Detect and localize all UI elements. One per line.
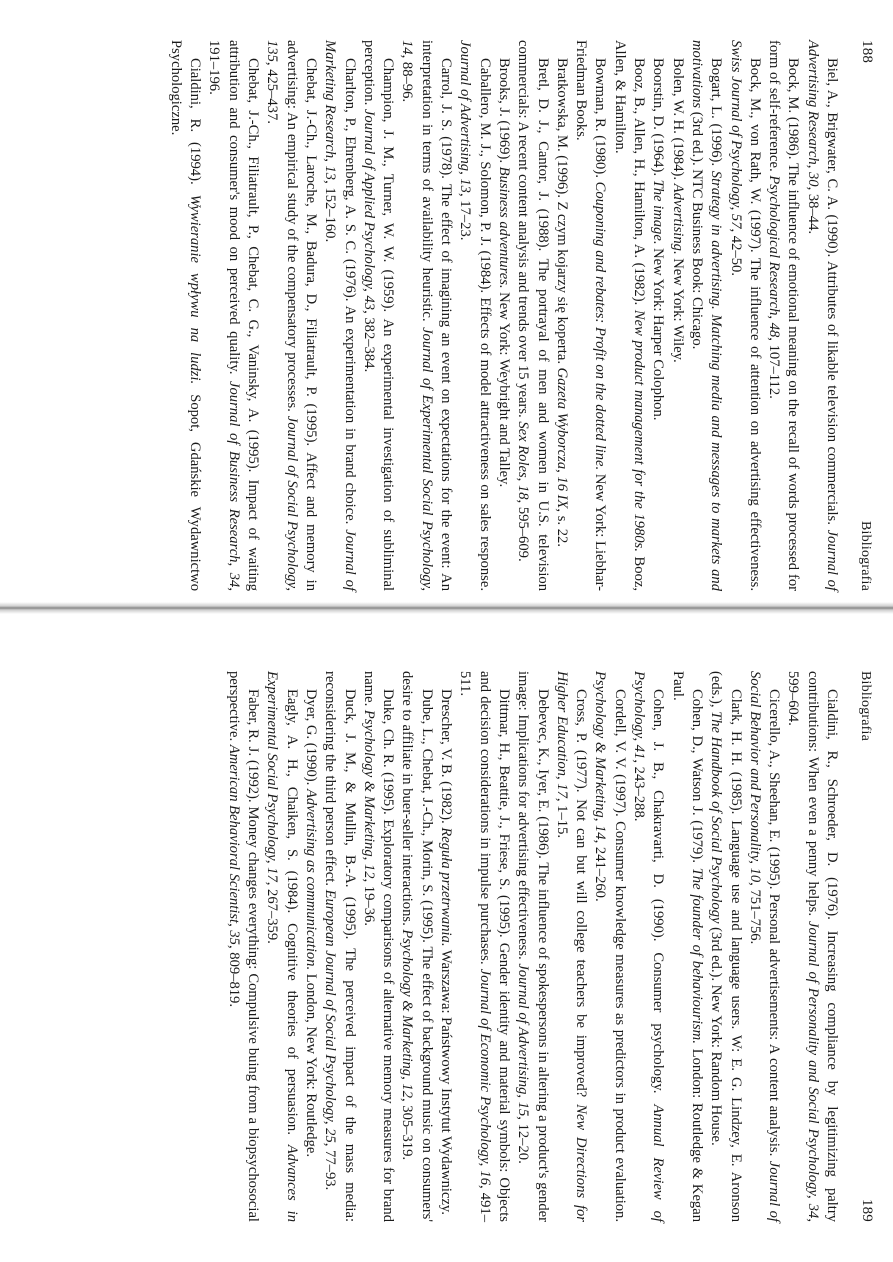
reference-text: Warszawa: Państwowy Instytut Wydawniczy. xyxy=(438,946,455,1215)
reference-text: Dyer, G. (1990). xyxy=(302,689,319,789)
reference-text: New York: Liebhar-Friedman Books. xyxy=(573,40,609,591)
reference-entry xyxy=(667,40,686,591)
reference-text: Dittmar, H., Beattie, J., Friese, S. (1995). Gender identity and material symbols: Objects and decision considerations in impulse purchases. xyxy=(476,671,512,1222)
reference-entry xyxy=(590,671,629,1222)
reference-text: Champion, J. M., Turner, W. W. (1959). An experimental investigation of subliminal perception. xyxy=(360,40,397,591)
left-page-header xyxy=(851,0,875,631)
reference-list xyxy=(224,671,842,1222)
reference-entry xyxy=(725,40,764,591)
reference-source: Journal of Personality and Social Psychology, 34, xyxy=(804,921,821,1222)
reference-entry xyxy=(783,671,841,1222)
reference-source: Business adventures. xyxy=(495,166,512,289)
reference-text: Sopot, Gdańskie Wydawnictwo Psychologiczne. xyxy=(167,40,204,591)
reference-source: Advertising as communication. xyxy=(302,788,319,971)
reference-entry xyxy=(802,40,841,591)
reference-entry xyxy=(436,671,455,1222)
reference-entry xyxy=(166,40,205,591)
reference-entry xyxy=(397,671,436,1222)
reference-text: Duck, J. M., & Mullin, B.-A. (1995). The perceived impact of the mass media: reconsidering the third person effect. xyxy=(322,671,358,1222)
page-number: 189 xyxy=(859,1198,875,1222)
reference-text: 241–260. xyxy=(592,843,609,902)
reference-entry xyxy=(224,671,263,1222)
reference-source: Strategy in advertising. Matching media and messages to markets and motivations xyxy=(688,40,725,591)
reference-source: Journal of Advertising, 13, xyxy=(457,40,474,197)
reference-entry xyxy=(764,40,803,591)
page-number: 188 xyxy=(859,40,875,64)
reference-source: New product management for the 1980s. xyxy=(631,309,648,552)
reference-text: Chebat, J.-Ch., Laroche, M., Badura, D., Filiatrault, P. (1995). Affect and memory in advertising: An empirical study of the compensatory processes. xyxy=(283,40,319,591)
reference-text: Bolen, W. H. (1984). xyxy=(669,58,686,184)
reference-entry xyxy=(262,671,301,1222)
reference-source: The founder of behaviourism. xyxy=(688,867,705,1044)
reference-entry xyxy=(204,40,262,591)
reference-text: Cicerello, A., Sheehan, E. (1995). Personal advertisements: A content analysis. xyxy=(766,689,783,1161)
reference-text: Duke, Ch. R. (1995). Exploratory comparisons of alternative memory measures for brand name. xyxy=(360,671,397,1222)
reference-text: New York: Weybright and Talley. xyxy=(495,288,512,488)
reference-text: s. 22. xyxy=(553,512,570,547)
reference-text: Debevec, K., Iyer, E. (1986). The influence of spokespersons in altering a product's gender image: Implications for advertising effectiveness. xyxy=(515,671,551,1222)
reference-source: Journal of Marketing Research, 13, xyxy=(322,40,358,591)
reference-entry xyxy=(513,40,552,591)
reference-text: Cordell, V. V. (1997). Consumer knowledge measures as predictors in product evaluation. xyxy=(611,689,628,1222)
reference-text: 38–44. xyxy=(804,190,821,235)
reference-text: Bratkowska, M. (1996). Z czym kojarzy się koperta. xyxy=(553,58,570,368)
reference-source: Couponing and rebates: Profit on the dotted line. xyxy=(592,181,609,471)
reference-source: Psychology & Marketing, 14, xyxy=(592,671,609,844)
reference-entry xyxy=(571,40,610,591)
reference-text: Cross, P. (1977). Not can but will college teachers be improved? xyxy=(573,689,590,1105)
reference-text: Eagly, A. H., Chaiken, S. (1984). Cognitive theories of persuasion. xyxy=(283,689,300,1145)
reference-entry xyxy=(629,671,668,1222)
reference-entry xyxy=(359,40,398,591)
reference-source: Journal of Applied Psychology, 43, xyxy=(360,108,377,314)
reference-text: 751–756. xyxy=(746,885,763,945)
reference-text: Cialdini, R. (1994). xyxy=(187,58,204,195)
reference-text: 77–93. xyxy=(322,1146,339,1191)
reference-text: 152–160. xyxy=(322,183,339,243)
reference-text: 382–384. xyxy=(360,313,377,373)
reference-entry xyxy=(320,40,359,591)
reference-text: New York: Wiley. xyxy=(669,254,686,363)
reference-text: Charlton, P., Ehrenberg, A. S. C. (1976). An experimentation in brand choice. xyxy=(341,58,358,530)
reference-text: 305–319. xyxy=(399,1101,416,1161)
reference-source: Journal of Social Behavior and Personality, 10, xyxy=(746,671,783,1222)
reference-text: Boorstin, D. (1964). xyxy=(650,58,667,180)
right-page-header xyxy=(851,631,875,1262)
reference-entry xyxy=(745,671,784,1222)
reference-entry xyxy=(494,40,513,591)
reference-text: Booz, B., Allen, H., Hamilton, A. (1982). xyxy=(631,58,648,310)
reference-text: Cohen, J. B., Chakravarti, D. (1990). Consumer psychology. xyxy=(650,689,667,1105)
reference-text: Clark, H. H. (1985). Language use and language users. W: E. G. Lindzey, E. Aronson (eds.), xyxy=(708,671,744,1222)
reference-entry xyxy=(609,40,648,591)
reference-text: Chebat, J.-Ch., Filiatrault, P., Chebat, C. G., Vaninsky, A. (1995). Impact of waiting attribution and consumer's mood on perceived quality. xyxy=(225,40,262,591)
reference-source: Advertising. xyxy=(669,183,686,255)
reference-source: Psychology & Marketing, 12, xyxy=(360,709,377,883)
reference-text: Bock, M. (1986). The influence of emotional meaning on the recall of words processed for form of self-reference. xyxy=(766,40,802,591)
reference-entry xyxy=(706,671,745,1222)
reference-entry xyxy=(648,40,667,591)
reference-text: 191–196. xyxy=(206,40,223,95)
reference-source: The image. xyxy=(650,179,667,245)
reference-text: 17–23. xyxy=(457,196,474,241)
reference-text: Biel, A., Brigwater, C. A. (1990). Attributes of likable television commercials. xyxy=(824,58,840,530)
reference-text: Brooks, J. (1969). xyxy=(495,58,512,167)
reference-entry xyxy=(455,40,494,591)
reference-source: American Behavioral Scientist, 35, xyxy=(225,744,242,949)
reference-source: Advances in Experimental Social Psychology, 17, xyxy=(264,671,300,1222)
reference-source: Psychology & Marketing, 12, xyxy=(399,929,416,1102)
reference-text: 12–20. xyxy=(515,1119,532,1164)
reference-source: Reguła przetrwania. xyxy=(438,827,455,947)
reference-source: Psychological Research, 48, xyxy=(766,175,783,341)
reference-text: London: Routledge & Kegan Paul. xyxy=(669,671,705,1223)
reference-text: 243–288. xyxy=(631,763,648,822)
reference-text: 88–96. xyxy=(399,58,416,103)
reference-source: Annual Review of Psychology, 41, xyxy=(631,671,667,1222)
reference-text: 267–359. xyxy=(264,885,281,944)
reference-text: 107–112. xyxy=(766,340,783,399)
running-head: Bibliografia xyxy=(858,671,873,742)
reference-text: Caballero, M. J., Solomon, P. J. (1984). Effects of model attractiveness on sales response. xyxy=(476,58,493,591)
reference-source: Journal of Social Psychology, 135, xyxy=(264,40,300,591)
reference-text: Faber, R. J. (1992). Money changes everything: Compulsive buing from a biopsychosocial perspective. xyxy=(225,671,262,1222)
reference-text: Bowman, R. (1980). xyxy=(592,58,609,182)
reference-text: Cohen, D., Watson J. (1979). xyxy=(688,689,705,868)
reference-text: (3rd ed.). NTC Business Book: Chicago. xyxy=(688,108,705,350)
reference-source: Gazeta Wyborcza, 16 IX, xyxy=(553,367,570,513)
reference-entry xyxy=(397,40,455,591)
reference-entry xyxy=(320,671,359,1222)
reference-source: Journal of Economic Psychology, 16, xyxy=(476,968,493,1189)
reference-entry xyxy=(513,671,552,1222)
reference-entry xyxy=(552,40,571,591)
reference-source: European Journal of Social Psychology, 25, xyxy=(322,889,339,1147)
reference-text: 809–819. xyxy=(225,948,242,1007)
reference-text: 599–604. xyxy=(785,671,802,726)
reference-entry xyxy=(687,40,726,591)
reference-source: Journal of Experimental Social Psychology, 14, xyxy=(399,40,435,591)
reference-text: Bretl, D. J., Cantor, J. (1988). The portrayal of men and women in U.S. television commercials: A recent content analysis and trends over 15 years. xyxy=(515,40,551,591)
reference-text: 425–437. xyxy=(264,65,281,124)
reference-text: 491–511. xyxy=(457,671,493,1222)
reference-text: 1–15. xyxy=(553,801,570,839)
reference-entry xyxy=(301,671,320,1222)
reference-entry xyxy=(359,671,398,1222)
reference-entry xyxy=(667,671,706,1222)
reference-text: (3rd ed.). New York: Random House. xyxy=(708,923,725,1146)
reference-source: Swiss Journal of Psychology, 57, xyxy=(727,40,744,233)
reference-text: Carrol, J. S. (1978). The effect of imagining an event on expectations for the event: An interpretation in terms of availability heuristic. xyxy=(418,40,455,591)
reference-source: Journal of Business Research, 34, xyxy=(225,381,242,591)
reference-text: Booz, Allen, & Hamilton. xyxy=(611,40,648,591)
reference-entry xyxy=(552,671,591,1222)
reference-source: Wywieranie wpływu na ludzi. xyxy=(187,194,204,385)
running-head: Bibliografia xyxy=(858,520,873,591)
reference-source: The Handbook of Social Psychology xyxy=(708,711,725,924)
reference-text: 19–36. xyxy=(360,882,377,926)
reference-list xyxy=(166,40,841,591)
reference-text: Bock, M., von Rath, W. (1997). The influence of attention on advertising effectiveness. xyxy=(746,58,763,591)
reference-source: Journal of Advertising Research, 30, xyxy=(804,40,840,591)
reference-text: 42–50. xyxy=(727,232,744,276)
reference-source: Journal of Advertising, 15, xyxy=(515,963,532,1120)
reference-text: New York: Harper Colophon. xyxy=(650,244,667,421)
reference-text: Cialdini, R., Schroeder, D. (1976). Increasing compliance by legitimizing paltry contributions: When even a penny helps. xyxy=(804,671,840,1222)
reference-text: 595–609. xyxy=(515,503,532,562)
reference-text: Bogart, L. (1996). xyxy=(708,58,725,171)
reference-entry xyxy=(262,40,320,591)
reference-text: London, New York: Routledge. xyxy=(302,970,319,1157)
reference-text: Drescher, V. B. (1982). xyxy=(438,689,455,828)
right-page xyxy=(0,631,893,1262)
reference-text: Dube, L., Chebat, J.-Ch., Morin, S. (1995). The effect of background music on consumers' desire to affiliate in buer-seller interactions. xyxy=(399,671,435,1222)
reference-source: New Directions for Higher Education, 17, xyxy=(553,671,590,1222)
reference-source: Sex Roles, 18, xyxy=(515,421,532,504)
reference-entry xyxy=(455,671,513,1222)
